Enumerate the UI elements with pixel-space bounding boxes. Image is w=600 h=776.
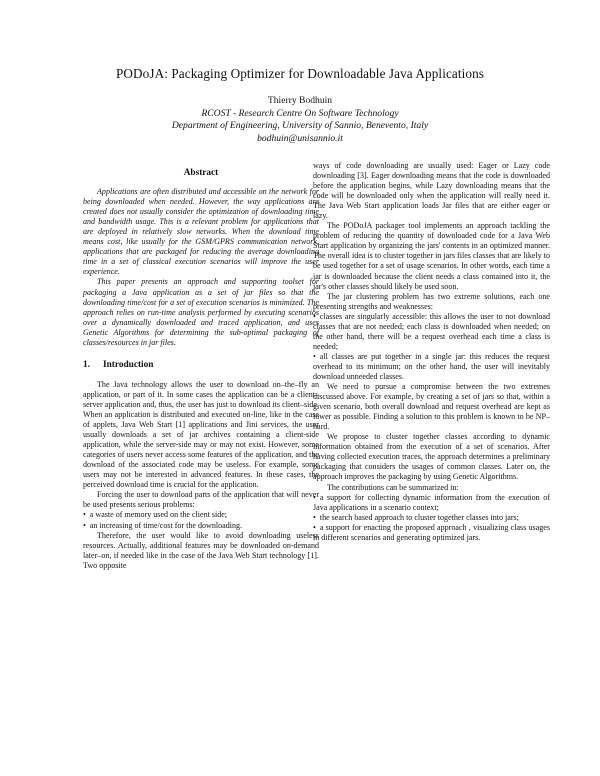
abstract-paragraph: This paper presents an approach and supporting toolset for packaging a Java application as a set of jar files so that the downloading time/cost for a set of execution scenarios is minimized. The approach relies on run-time analysis performed by executing scenarios over a dynamically downloaded and traced application, and uses Genetic Algorithms for determining the sub-optimal packaging of classes/resources in jar files. — [83, 277, 319, 347]
section-heading-introduction — [83, 360, 319, 370]
section-title: Introduction — [103, 359, 154, 370]
author-block — [0, 95, 600, 145]
body-paragraph: ways of code downloading are usually used: Eager or Lazy code downloading [3]. Eager downloading means that the code is downloaded before the application begins, while Lazy downloading means that the code will be downloaded only when the application will really need it. The Java Web Start application loads Jar files that are either eager or lazy. — [313, 161, 550, 221]
body-paragraph: Forcing the user to download parts of the application that will never be used presents serious problems: — [83, 490, 319, 510]
author-email: bodhuin@unisannio.it — [257, 132, 343, 144]
paper-title: PODoJA: Packaging Optimizer for Downloadable Java Applications — [115, 66, 485, 81]
bullet-item: • a support for enacting the proposed approach , visualizing class usages in different scenarios and generating optimized jars. — [313, 523, 550, 543]
abstract-body — [83, 187, 319, 348]
abstract-heading: Abstract — [183, 168, 219, 178]
body-paragraph: The jar clustering problem has two extreme solutions, each one presenting strengths and weaknesses: — [313, 291, 550, 311]
bullet-item: • a waste of memory used on the client side; — [83, 510, 319, 520]
section-number: 1. — [83, 359, 90, 370]
body-paragraph: Therefore, the user would like to avoid downloading useless resources. Actually, additional features may be downloaded on-demand later–on, if needed like in the case of the Java Web Start technology [1]. Two opposite — [83, 530, 319, 570]
left-column — [83, 160, 319, 571]
bullet-item: • all classes are put together in a single jar: this reduces the request overhead to its minimum; on the other hand, the user will inevitably download unneeded classes. — [313, 352, 550, 382]
bullet-item: • an increasing of time/cost for the downloading. — [83, 521, 319, 531]
body-paragraph: The contributions can be summarized in: — [327, 482, 459, 492]
body-paragraph: The PODoJA packager tool implements an approach tackling the problem of reducing the quantity of downloaded code for a Java Web Start application by organizing the jars' contents in an optimized manner. The overall idea is to cluster together in jars files classes that are likely to be used together for a set of usage scenarios. In other words, each time a jar is downloaded because the client needs a class contained into it, the jar's other classes should likely be used soon. — [313, 221, 550, 291]
bullet-item: • the search based approach to cluster together classes into jars; — [313, 513, 550, 523]
affiliation-line-2: Department of Engineering, University of Sannio, Benevento, Italy — [171, 120, 429, 132]
abstract-paragraph: Applications are often distributed and accessible on the network for being downloaded when needed. However, the way applications are created does not usually consider the optimization of downloading time and bandwidth usage. This is a relevant problem for applications that are deployed in relatively slow networks. When the download time means cost, like usually for the GSM/GPRS communication network, applications that are packaged for reducing the average downloading time in a set of classical execution scenarios will improve the user experience. — [83, 187, 319, 277]
affiliation-line-1: RCOST - Research Centre On Software Technology — [201, 107, 399, 119]
right-column — [313, 161, 550, 543]
body-paragraph: We propose to cluster together classes according to dynamic information obtained from the execution of a set of scenarios. After having collected execution traces, the approach determines a preliminary packaging that considers the usages of common classes. Later on, the approach improves the packaging by using Genetic Algorithms. — [313, 432, 550, 482]
body-paragraph: The Java technology allows the user to download on–the–fly an application, or part of it. In some cases the application can be a client–server application and, thus, the user has just to download its client–side. When an application is distributed and executed on-line, like in the case of applets, Java Web Start [1] applications and Jini services, the user usually downloads a set of jar archives containing a client-side application, while the server-side may or may not exist. However, some categories of users never access some features of the application, and the download of the associated code may be useless. For example, some users may not be interested in advanced features. In these cases, the perceived download time is crucial for the application. — [83, 379, 319, 490]
author-name: Thierry Bodhuin — [267, 95, 333, 106]
bullet-item: • a support for collecting dynamic information from the execution of Java applications in a scenario context; — [313, 493, 550, 513]
body-paragraph: We need to pursue a compromise between the two extremes discussed above. For example, by creating a set of jars so that, within a given scenario, both overall download and request overhead are kept as lower as possible. Finding a solution to this problem is known to be NP–hard. — [313, 382, 550, 432]
bullet-item: • classes are singularly accessible: this allows the user to not download classes that are not needed; each class is downloaded when needed; on the other hand, there will be a request overhead each time a class is needed; — [313, 312, 550, 352]
